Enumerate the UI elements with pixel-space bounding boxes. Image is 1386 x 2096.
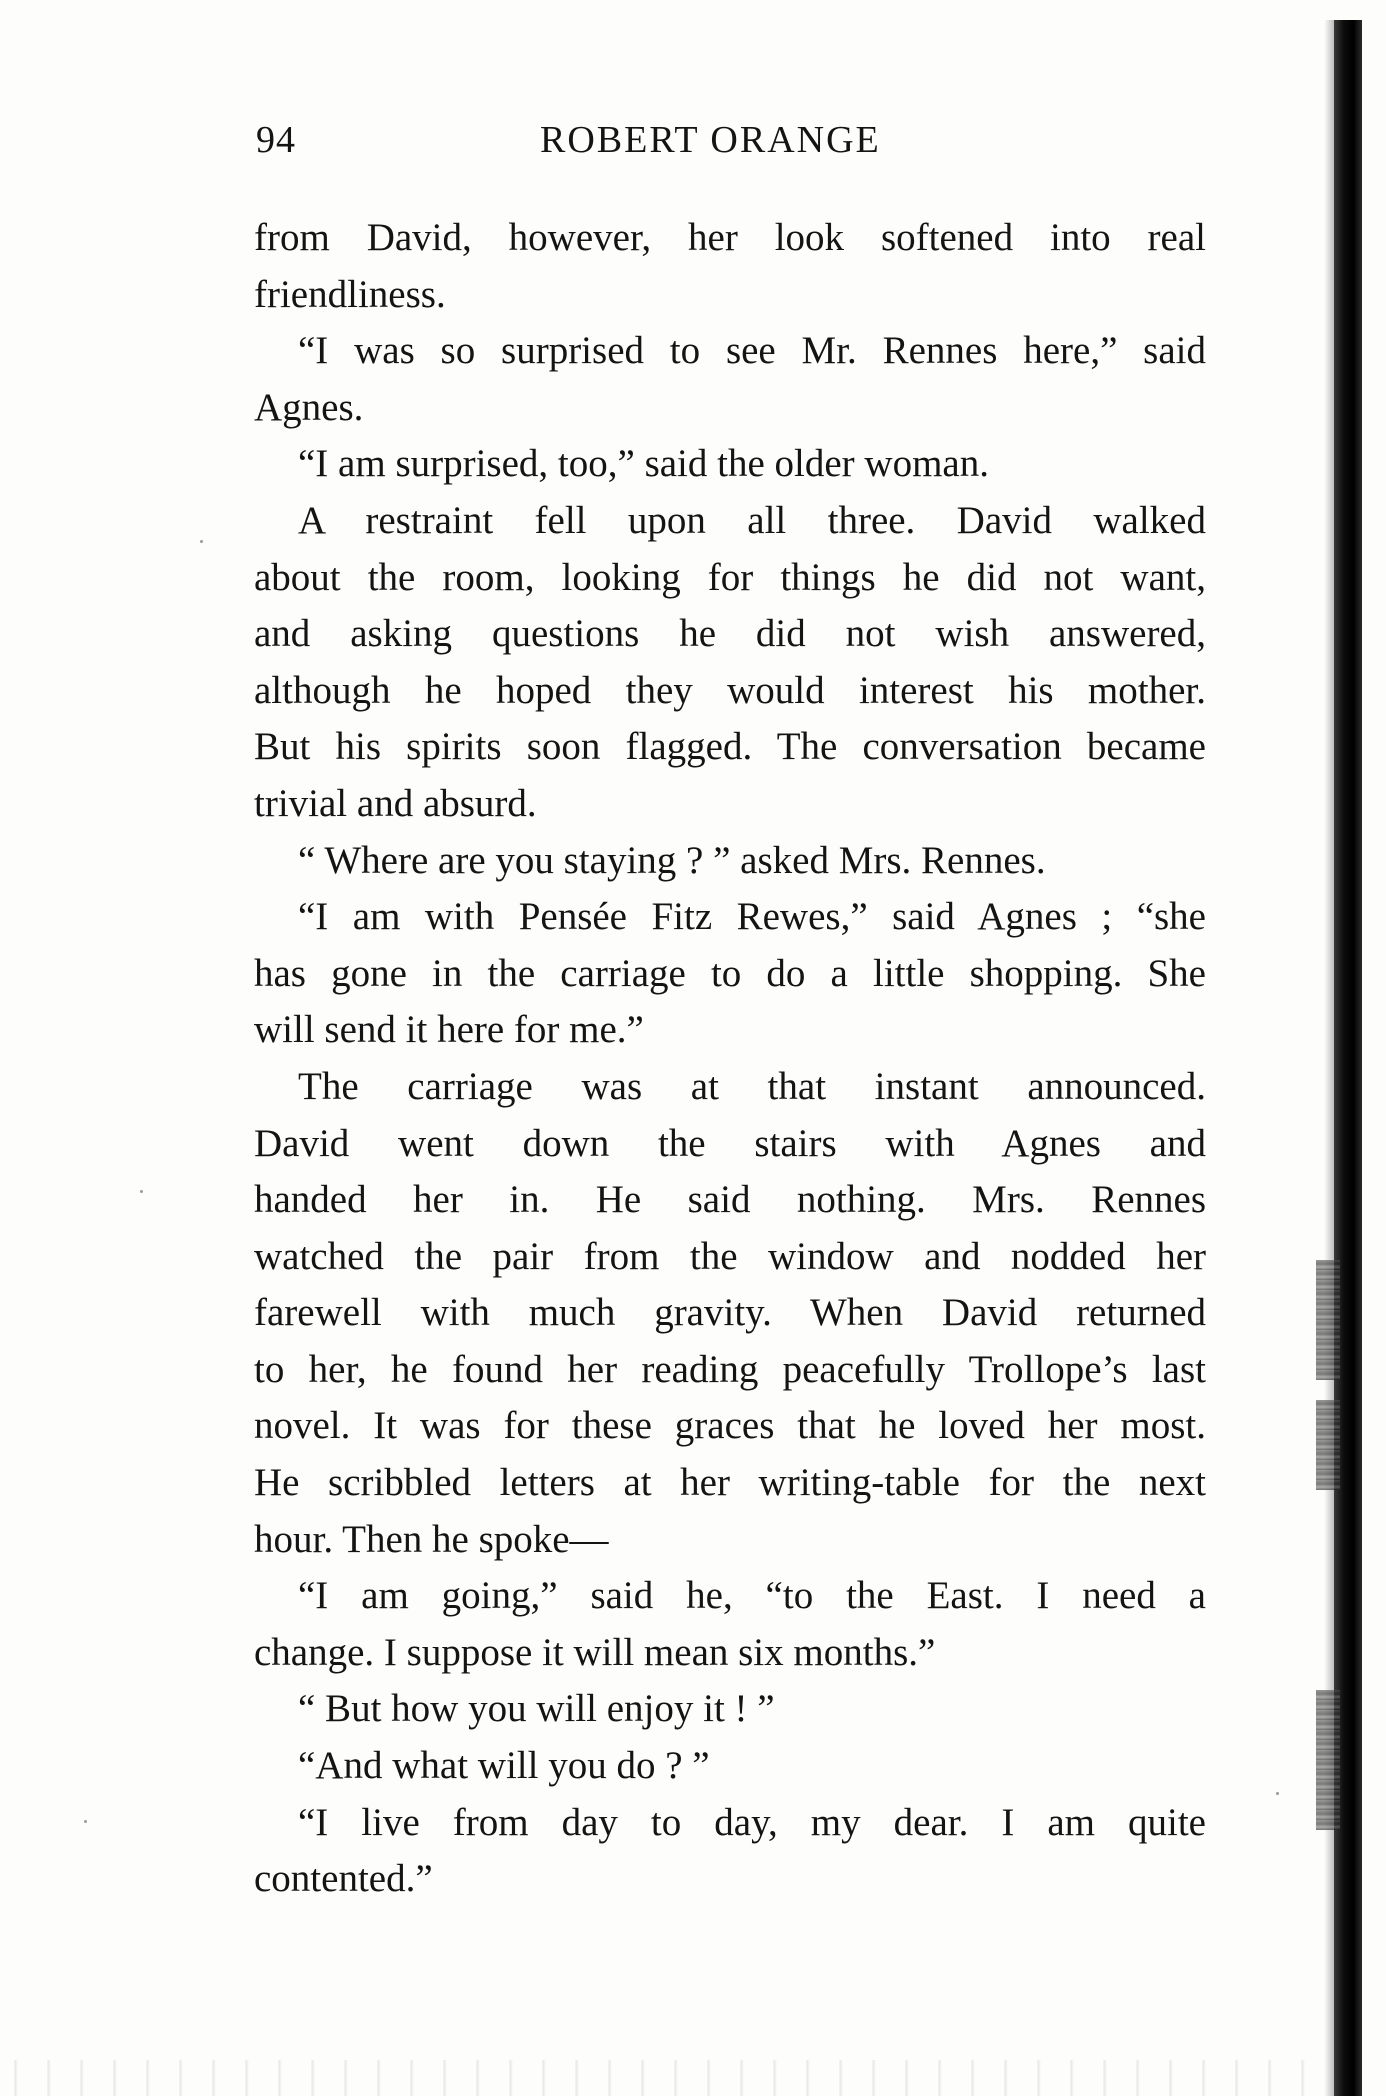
text-line: although he hoped they would interest his mother. — [254, 668, 1206, 712]
text-line: to her, he found her reading peacefully Trollope’s last — [254, 1347, 1206, 1391]
text-line: and asking questions he did not wish answered, — [254, 612, 1206, 656]
text-line: “ Where are you staying ? ” asked Mrs. Rennes. — [298, 838, 1046, 882]
binding-shadow — [1316, 1690, 1340, 1830]
scan-speck — [200, 540, 203, 543]
binding-shadow — [1316, 1400, 1340, 1490]
text-line: “I was so surprised to see Mr. Rennes here,” said — [298, 329, 1206, 373]
text-line: has gone in the carriage to do a little shopping. She — [254, 951, 1206, 995]
text-line: about the room, looking for things he did not want, — [254, 555, 1206, 599]
text-line: A restraint fell upon all three. David walked — [298, 498, 1206, 542]
text-line: He scribbled letters at her writing-table for the next — [254, 1461, 1206, 1505]
text-line: farewell with much gravity. When David returned — [254, 1291, 1206, 1335]
text-line: “I live from day to day, my dear. I am quite — [298, 1800, 1206, 1844]
page-number: 94 — [256, 119, 296, 161]
text-line: But his spirits soon flagged. The conversation became — [254, 725, 1206, 769]
text-line: “And what will you do ? ” — [298, 1744, 710, 1788]
text-line: change. I suppose it will mean six months.” — [254, 1630, 936, 1674]
running-head — [256, 118, 916, 178]
binding-shadow — [1316, 1260, 1340, 1380]
text-line: “I am with Pensée Fitz Rewes,” said Agnes ; “she — [298, 895, 1206, 939]
scan-speck — [140, 1190, 143, 1193]
text-line: from David, however, her look softened into real — [254, 216, 1206, 259]
text-line: “I am going,” said he, “to the East. I need a — [298, 1574, 1206, 1618]
scan-speck — [84, 1820, 87, 1823]
text-line: contented.” — [254, 1857, 433, 1901]
text-line: The carriage was at that instant announced. — [298, 1064, 1206, 1108]
text-line: watched the pair from the window and nodded her — [254, 1234, 1206, 1278]
text-line: handed her in. He said nothing. Mrs. Rennes — [254, 1178, 1206, 1222]
body-text — [254, 210, 1206, 1908]
text-line: trivial and absurd. — [254, 781, 537, 825]
text-line: “ But how you will enjoy it ! ” — [298, 1687, 775, 1731]
scan-noise-strip — [0, 2060, 1330, 2096]
text-line: will send it here for me.” — [254, 1008, 644, 1052]
text-line: David went down the stairs with Agnes and — [254, 1121, 1206, 1165]
text-line: hour. Then he spoke— — [254, 1517, 609, 1561]
text-line: Agnes. — [254, 385, 364, 429]
scan-speck — [1276, 1792, 1279, 1795]
text-line: friendliness. — [254, 272, 446, 316]
text-line: “I am surprised, too,” said the older woman. — [298, 442, 989, 486]
running-title: ROBERT ORANGE — [540, 119, 881, 161]
text-line: novel. It was for these graces that he loved her most. — [254, 1404, 1206, 1448]
